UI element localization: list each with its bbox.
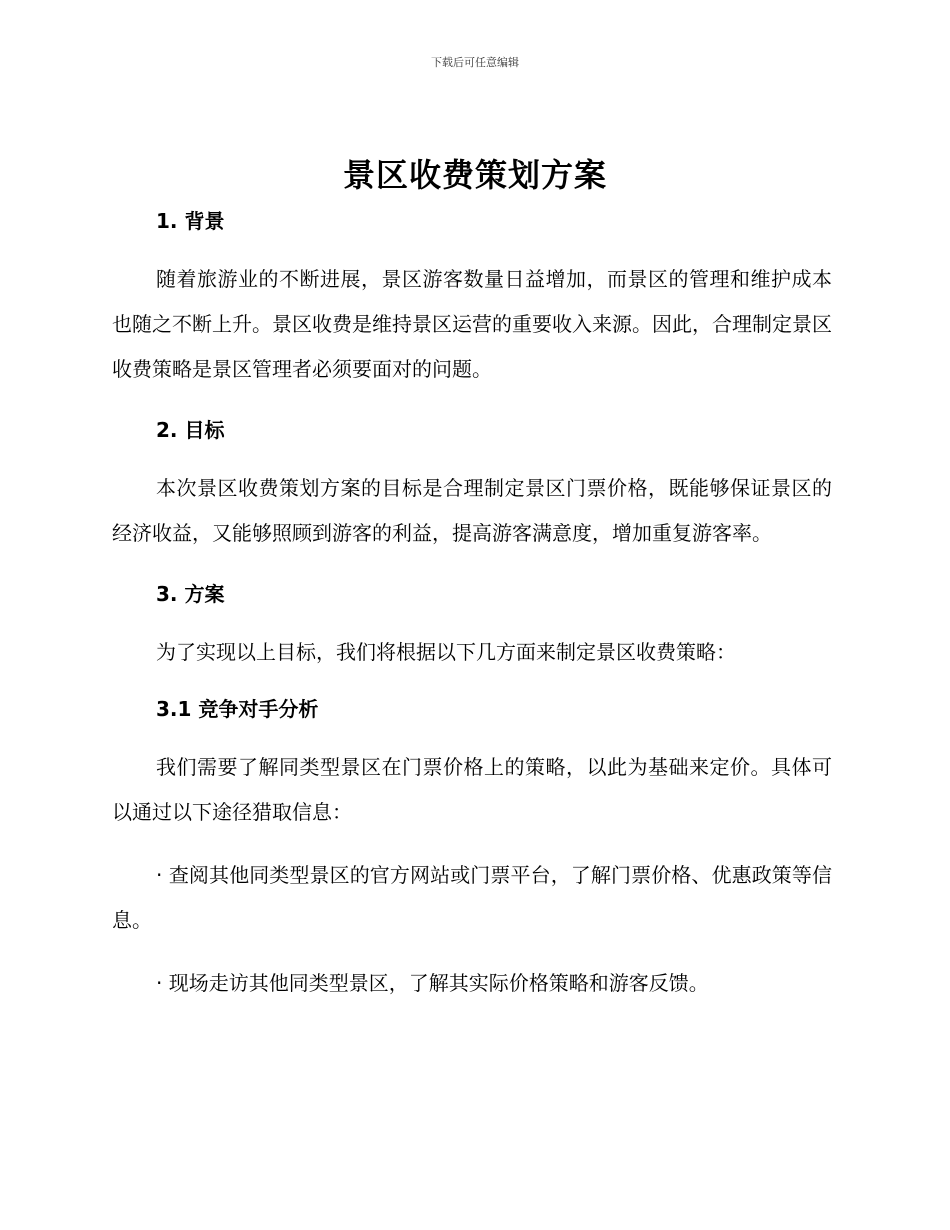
- section-heading-competitor: 3.1 竞争对手分析: [156, 697, 319, 721]
- document-title: 景区收费策划方案: [342, 156, 607, 194]
- section-heading-plan: 3. 方案: [156, 582, 225, 606]
- bullet-item: · 现场走访其他同类型景区，了解其实际价格策略和游客反馈。: [156, 971, 709, 995]
- paragraph-competitor: 我们需要了解同类型景区在门票价格上的策略，以此为基础来定价。具体可以通过以下途径猎取信息：: [112, 755, 832, 824]
- paragraph-goal: 本次景区收费策划方案的目标是合理制定景区门票价格，既能够保证景区的经济收益，又能够照顾到游客的利益，提高游客满意度，增加重复游客率。: [112, 476, 832, 545]
- paragraph-plan: 为了实现以上目标，我们将根据以下几方面来制定景区收费策略：: [156, 640, 736, 664]
- document-body: [112, 205, 832, 1006]
- header-note: 下载后可任意编辑: [431, 56, 519, 69]
- section-heading-goal: 2. 目标: [156, 418, 225, 442]
- paragraph-background: 随着旅游业的不断进展，景区游客数量日益增加，而景区的管理和维护成本也随之不断上升。景区收费是维持景区运营的重要收入来源。因此，合理制定景区收费策略是景区管理者必须要面对的问题。: [112, 267, 832, 381]
- bullet-item: · 查阅其他同类型景区的官方网站或门票平台，了解门票价格、优惠政策等信息。: [112, 863, 832, 932]
- section-heading-background: 1. 背景: [156, 209, 225, 233]
